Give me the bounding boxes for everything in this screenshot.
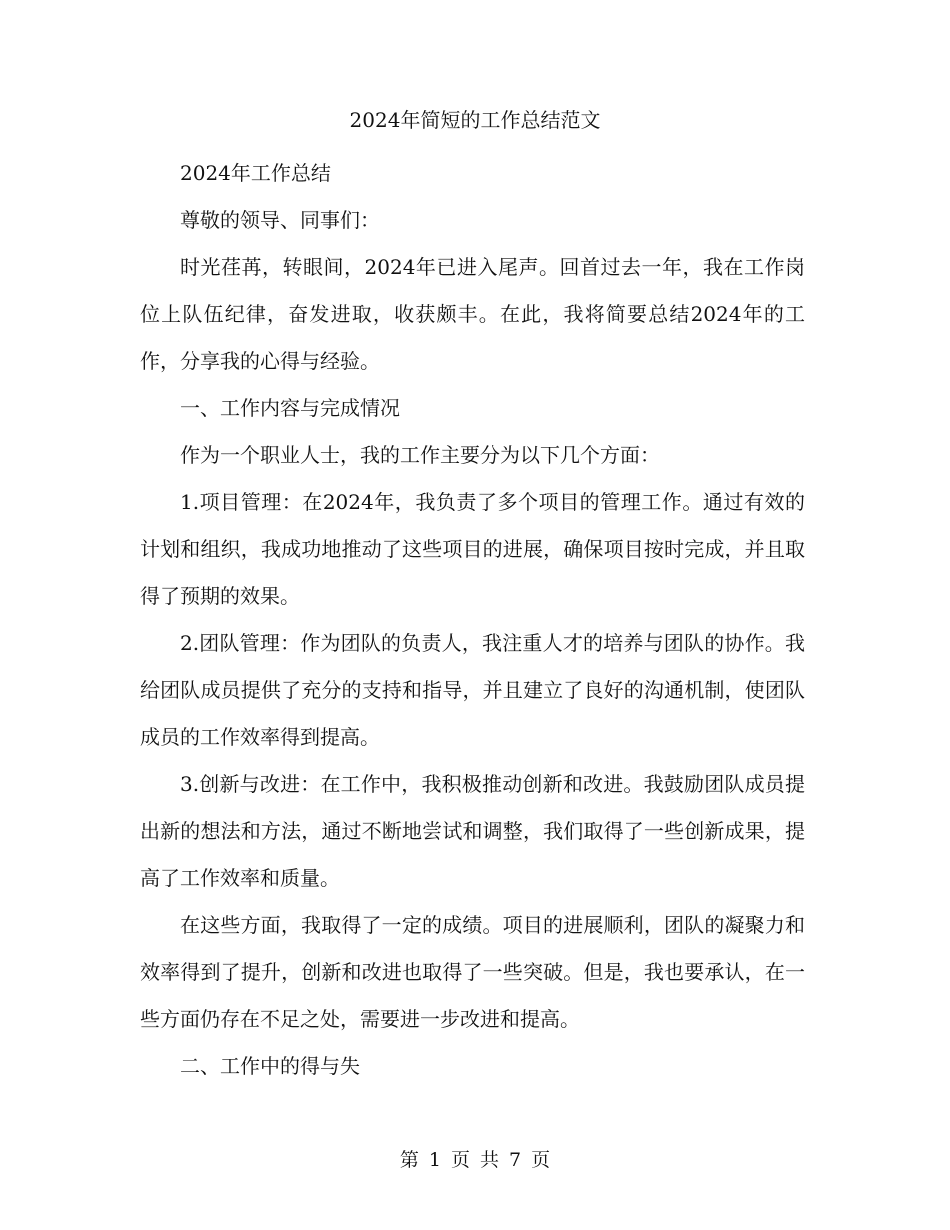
paragraph-work-areas: 作为一个职业人士，我的工作主要分为以下几个方面： [180,443,660,467]
paragraph-achievements: 在这些方面，我取得了一定的成绩。项目的进展顺利，团队的凝聚力和效率得到了提升，创新和改进也取得了一些突破。但是，我也要承认，在一些方面仍存在不足之处，需要进一步改进和提高。 [140,913,805,1031]
paragraph-innovation: 3.创新与改进：在工作中，我积极推动创新和改进。我鼓励团队成员提出新的想法和方法，通过不断地尝试和调整，我们取得了一些创新成果，提高了工作效率和质量。 [140,772,805,890]
paragraph-team-management: 2.团队管理：作为团队的负责人，我注重人才的培养与团队的协作。我给团队成员提供了充分的支持和指导，并且建立了良好的沟通机制，使团队成员的工作效率得到提高。 [140,631,805,749]
paragraph-intro: 时光荏苒，转眼间，2024年已进入尾声。回首过去一年，我在工作岗位上队伍纪律，奋发进取，收获颇丰。在此，我将简要总结2024年的工作，分享我的心得与经验。 [140,255,805,373]
section-heading-1: 一、工作内容与完成情况 [180,396,400,420]
document-title: 2024年简短的工作总结范文 [349,108,601,132]
paragraph-subtitle: 2024年工作总结 [180,161,331,185]
page-footer: 第 1 页 共 7 页 [399,1149,551,1171]
paragraph-project-management: 1.项目管理：在2024年，我负责了多个项目的管理工作。通过有效的计划和组织，我成功地推动了这些项目的进展，确保项目按时完成，并且取得了预期的效果。 [140,490,805,608]
paragraph-greeting: 尊敬的领导、同事们： [180,208,380,232]
section-heading-2: 二、工作中的得与失 [180,1054,360,1078]
document-body [140,150,805,1090]
